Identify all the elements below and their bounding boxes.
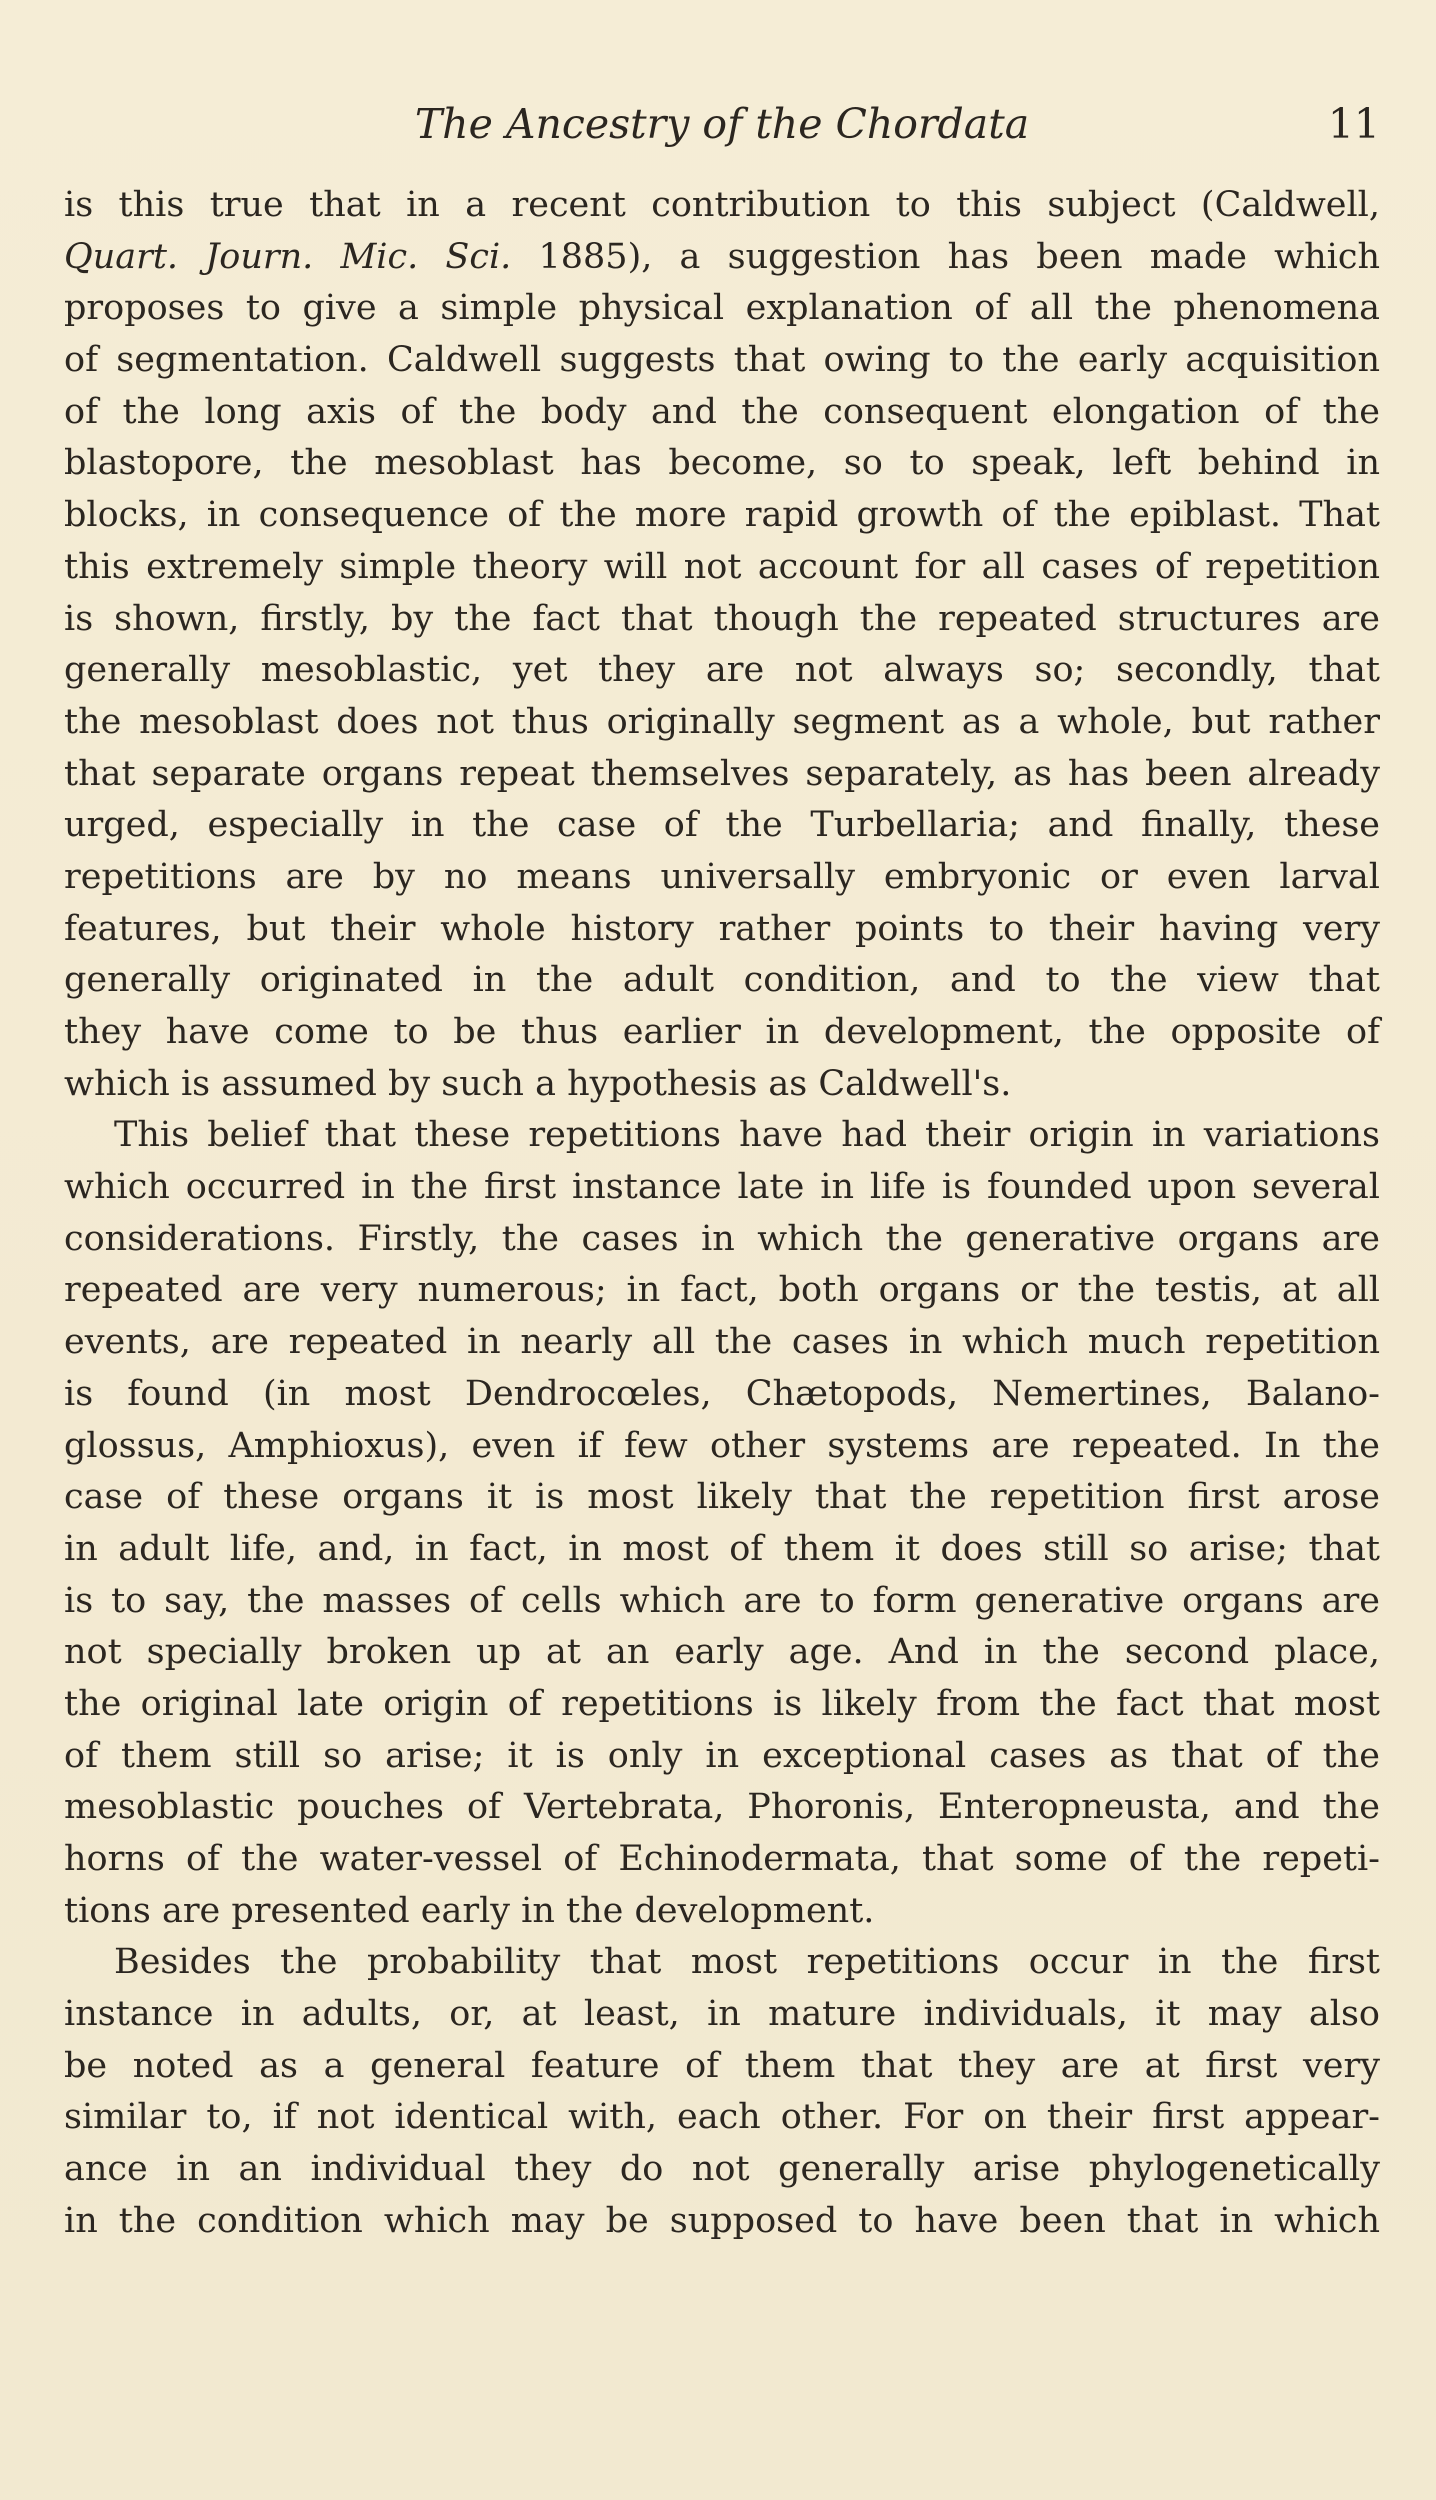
- text-line: be noted as a general feature of them that they are at first very: [64, 2045, 1380, 2086]
- text-line: similar to, if not identical with, each other. For on their first appear-: [64, 2097, 1380, 2138]
- text-line: repeated are very numerous; in fact, both organs or the testis, at all: [64, 1270, 1380, 1311]
- text-line: which occurred in the first instance late in life is founded upon several: [64, 1167, 1380, 1208]
- text-line: ance in an individual they do not generally arise phylogenetically: [64, 2149, 1380, 2190]
- text-line-paragraph-start: This belief that these repetitions have had their origin in variations: [114, 1115, 1380, 1156]
- text-line: the original late origin of repetitions is likely from the fact that most: [64, 1683, 1380, 1724]
- text-line-citation: [64, 232, 1380, 284]
- text-line: mesoblastic pouches of Vertebrata, Phoronis, Enteropneusta, and the: [64, 1787, 1380, 1828]
- text-line: is found (in most Dendrocœles, Chætopods, Nemertines, Balano-: [64, 1373, 1380, 1414]
- text-line: not specially broken up at an early age. And in the second place,: [64, 1632, 1380, 1673]
- text-line: is this true that in a recent contribution to this subject (Caldwell,: [64, 185, 1380, 225]
- text-line: in the condition which may be supposed to have been that in which: [64, 2200, 1380, 2241]
- page-number: 11: [1327, 100, 1380, 148]
- text-line: of them still so arise; it is only in exceptional cases as that of the: [64, 1735, 1380, 1776]
- text-line: glossus, Amphioxus), even if few other systems are repeated. In the: [64, 1425, 1380, 1466]
- journal-title: Quart. Journ. Mic. Sci.: [64, 236, 512, 277]
- text-line-paragraph-start: Besides the probability that most repetitions occur in the first: [114, 1942, 1380, 1983]
- text-line: repetitions are by no means universally embryonic or even larval: [64, 856, 1380, 897]
- body-text: [64, 180, 1380, 2248]
- text-line: they have come to be thus earlier in development, the opposite of: [64, 1012, 1380, 1052]
- text-line: tions are presented early in the development.: [64, 1890, 875, 1931]
- text-line: proposes to give a simple physical explanation of all the phenomena: [64, 288, 1380, 329]
- text-line: considerations. Firstly, the cases in which the generative organs are: [64, 1218, 1380, 1259]
- text-line: of the long axis of the body and the consequent elongation of the: [64, 391, 1380, 432]
- text-line: that separate organs repeat themselves separately, as has been already: [64, 753, 1380, 794]
- text-line: in adult life, and, in fact, in most of them it does still so arise; that: [64, 1528, 1380, 1569]
- text-line: is to say, the masses of cells which are to form generative organs are: [64, 1580, 1380, 1621]
- text-line: is shown, firstly, by the fact that though the repeated structures are: [64, 598, 1380, 639]
- text-line: blocks, in consequence of the more rapid growth of the epiblast. That: [64, 495, 1380, 536]
- running-title: The Ancestry of the Chordata: [414, 100, 1030, 148]
- text-line: which is assumed by such a hypothesis as Caldwell's.: [64, 1063, 1012, 1104]
- text-line: blastopore, the mesoblast has become, so to speak, left behind in: [64, 443, 1380, 484]
- text-line: features, but their whole history rather points to their having very: [64, 908, 1380, 949]
- text-line: this extremely simple theory will not account for all cases of repetition: [64, 546, 1380, 587]
- text-line: instance in adults, or, at least, in mature individuals, it may also: [64, 1994, 1380, 2035]
- text-line: the mesoblast does not thus originally segment as a whole, but rather: [64, 701, 1380, 742]
- text-line: generally originated in the adult condition, and to the view that: [64, 960, 1380, 1001]
- text-line: generally mesoblastic, yet they are not always so; secondly, that: [64, 650, 1380, 691]
- text-line: events, are repeated in nearly all the cases in which much repetition: [64, 1322, 1380, 1363]
- text-line: case of these organs it is most likely that the repetition first arose: [64, 1477, 1380, 1518]
- citation-rest: 1885), a suggestion has been made which: [511, 236, 1380, 277]
- page-header: [64, 96, 1380, 156]
- text-line: horns of the water-vessel of Echinodermata, that some of the repeti-: [64, 1839, 1380, 1879]
- text-line: urged, especially in the case of the Turbellaria; and finally, these: [64, 805, 1380, 846]
- text-line: of segmentation. Caldwell suggests that owing to the early acquisition: [64, 340, 1380, 381]
